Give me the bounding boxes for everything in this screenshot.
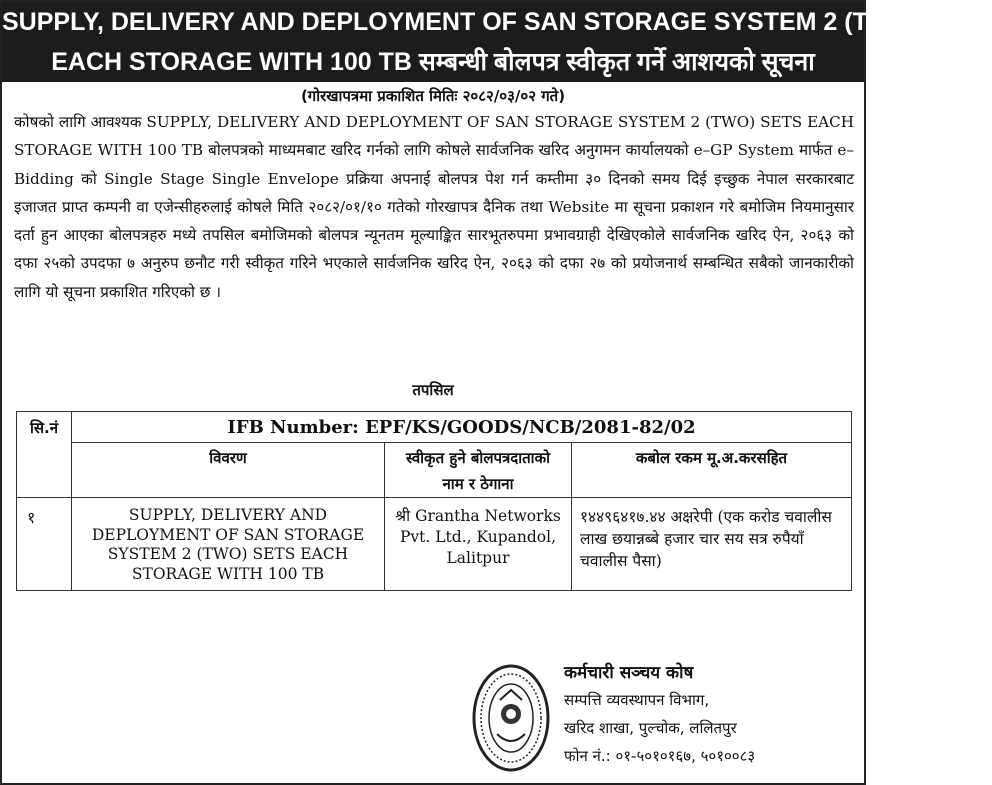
table-row [17,498,852,591]
amount-header: कबोल रकम मू.अ.करसहित [572,443,852,498]
award-table [16,411,852,591]
notice-body-paragraph: कोषको लागि आवश्यक SUPPLY, DELIVERY AND DEPLOYMENT OF SAN STORAGE SYSTEM 2 (TWO) SETS EACH STORAGE WITH 100 TB बोलपत्रको माध्यमबाट खरिद गर्नको लागि कोषले सार्वजनिक खरिद अनुगमन कार्यालयको e–GP System मार्फत e–Bidding को Single Stage Single Envelope प्रक्रिया अपनाई बोलपत्र पेश गर्न कम्तीमा ३० दिनको समय दिई इच्छुक नेपाल सरकारबाट इजाजत प्राप्त कम्पनी वा एजेन्सीहरुलाई कोषले मिति २०८२/०१/१० गतेको गोरखापत्र दैनिक तथा Website मा सूचना प्रकाशन गरे बमोजिम नियमानुसार दर्ता हुन आएका बोलपत्रहरु मध्ये तपसिल बमोजिमको बोलपत्र न्यूनतम मूल्याङ्कित सारभूतरुपमा प्रभावग्राही देखिएकोले सार्वजनिक खरिद ऐन, २०६३ को दफा २५को उपदफा ७ अनुरुप छनौट गरी स्वीकृत गरिने भएकाले सार्वजनिक खरिद ऐन, २०६३ को दफा २७ को प्रयोजनार्थ सम्बन्धित सबैको जानकारीको लागि यो सूचना प्रकाशित गरिएको छ । [14,113,854,301]
organization-seal-icon [472,664,550,772]
serial-header: सि.नं [17,412,72,498]
header-title-line-2: EACH STORAGE WITH 100 TB सम्बन्धी बोलपत्र स्वीकृत गर्ने आशयको सूचना [51,48,815,76]
schedule-caption: तपसिल [412,381,454,399]
notice-header [2,2,992,82]
description-header: विवरण [72,443,385,498]
row-serial: १ [17,498,72,591]
bidder-header: स्वीकृत हुने बोलपत्रदाताको नाम र ठेगाना [385,443,572,498]
header-title-line-1: SUPPLY, DELIVERY AND DEPLOYMENT OF SAN STORAGE SYSTEM 2 (TWO) SETS [2,8,992,36]
publication-date: (गोरखापत्रमा प्रकाशित मितिः २०८२/०३/०२ गते) [300,87,566,105]
row-description: SUPPLY, DELIVERY AND DEPLOYMENT OF SAN STORAGE SYSTEM 2 (TWO) SETS EACH STORAGE WITH 100 TB [72,498,385,591]
issuer-phone: फोन नं.: ०१-५०१०१६७, ५०१००८३ [564,747,756,765]
ifb-number: IFB Number: EPF/KS/GOODS/NCB/2081-82/02 [72,412,852,443]
issuer-section: खरिद शाखा, पुल्चोक, ललितपुर [564,719,737,737]
table-column-header-row [17,443,852,498]
issuer-department: सम्पत्ति व्यवस्थापन विभाग, [564,691,710,709]
row-bidder: श्री Grantha Networks Pvt. Ltd., Kupandol, Lalitpur [385,498,572,591]
row-amount: १४४९६४१७.४४ अक्षरेपी (एक करोड चवालीस लाख छयान्नब्बे हजार चार सय सत्र रुपैयाँ चवालीस पैसा) [572,498,852,591]
issuer-block [564,660,755,770]
table-header-row [17,412,852,443]
issuer-name: कर्मचारी सञ्चय कोष [564,663,694,683]
